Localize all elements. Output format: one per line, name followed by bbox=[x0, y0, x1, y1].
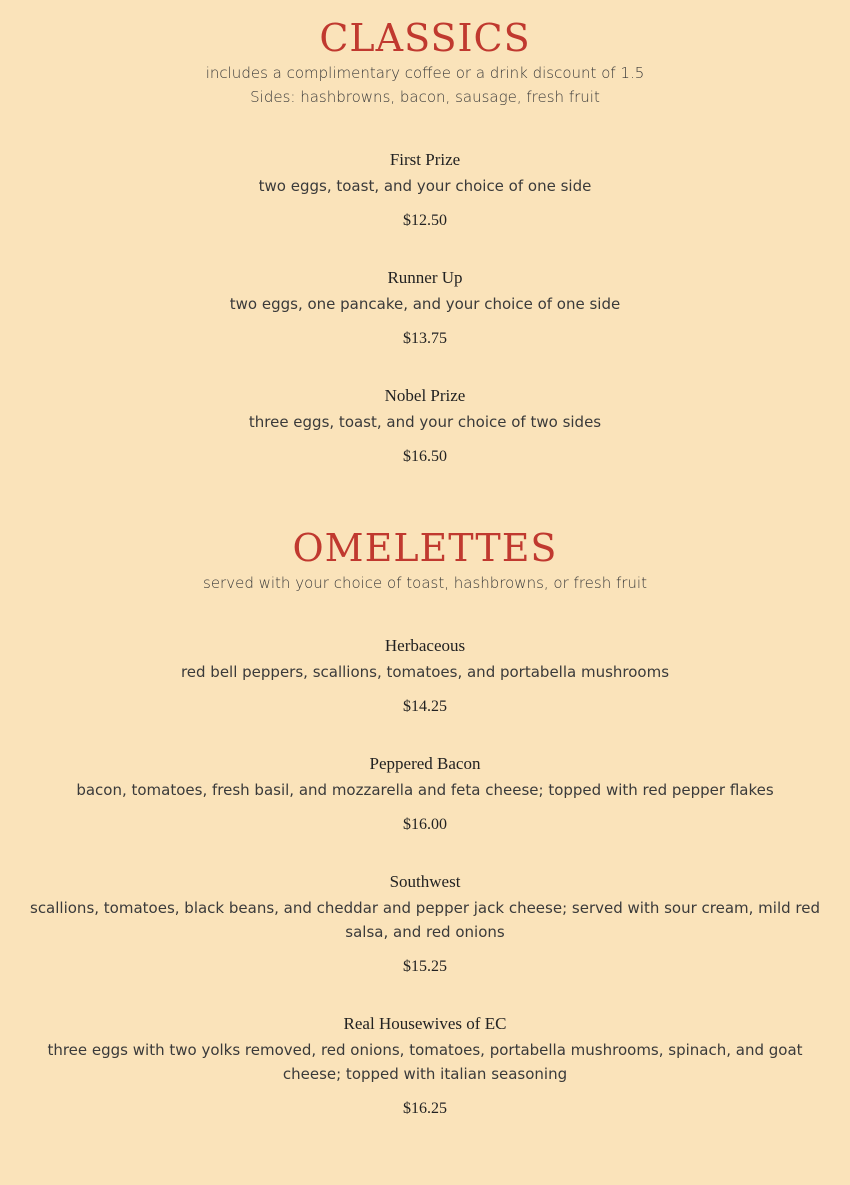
omelettes-note: served with your choice of toast, hashbrowns, or fresh fruit bbox=[203, 574, 647, 592]
menu-item-price: $12.50 bbox=[403, 212, 447, 229]
menu-item-description: bacon, tomatoes, fresh basil, and mozzarella and feta cheese; topped with red pepper flakes bbox=[76, 781, 774, 799]
classics-sides-note: Sides: hashbrowns, bacon, sausage, fresh fruit bbox=[250, 88, 600, 106]
menu-item-name: Peppered Bacon bbox=[369, 754, 481, 773]
menu-item-price: $13.75 bbox=[403, 330, 447, 347]
menu-item-price: $14.25 bbox=[403, 698, 447, 715]
menu-item-name: First Prize bbox=[389, 150, 461, 169]
menu-item-name: Real Housewives of EC bbox=[343, 1014, 507, 1033]
menu-item-price: $15.25 bbox=[403, 958, 447, 975]
menu-item-description: three eggs, toast, and your choice of two sides bbox=[248, 413, 602, 431]
menu-item-name: Nobel Prize bbox=[384, 386, 466, 405]
menu-item-price: $16.25 bbox=[403, 1100, 447, 1117]
classics-heading: CLASSICS bbox=[319, 16, 531, 60]
menu-item-price: $16.50 bbox=[403, 448, 447, 465]
menu-item-name: Runner Up bbox=[387, 268, 463, 287]
menu-item-description: red bell peppers, scallions, tomatoes, and portabella mushrooms bbox=[180, 663, 670, 681]
menu-item-description: two eggs, one pancake, and your choice of one side bbox=[229, 295, 621, 313]
menu-item-description: three eggs with two yolks removed, red onions, tomatoes, portabella mushrooms, spinach, and goat cheese; topped with italian seasoning bbox=[47, 1041, 803, 1083]
menu-item-description: scallions, tomatoes, black beans, and cheddar and pepper jack cheese; served with sour cream, mild red salsa, and red onions bbox=[30, 899, 821, 941]
menu-item-description: two eggs, toast, and your choice of one side bbox=[258, 177, 592, 195]
menu-item-name: Southwest bbox=[389, 872, 461, 891]
menu-item-name: Herbaceous bbox=[384, 636, 466, 655]
omelettes-heading: OMELETTES bbox=[292, 526, 558, 570]
classics-note: includes a complimentary coffee or a drink discount of 1.5 bbox=[205, 64, 645, 82]
menu-item-price: $16.00 bbox=[403, 816, 447, 833]
